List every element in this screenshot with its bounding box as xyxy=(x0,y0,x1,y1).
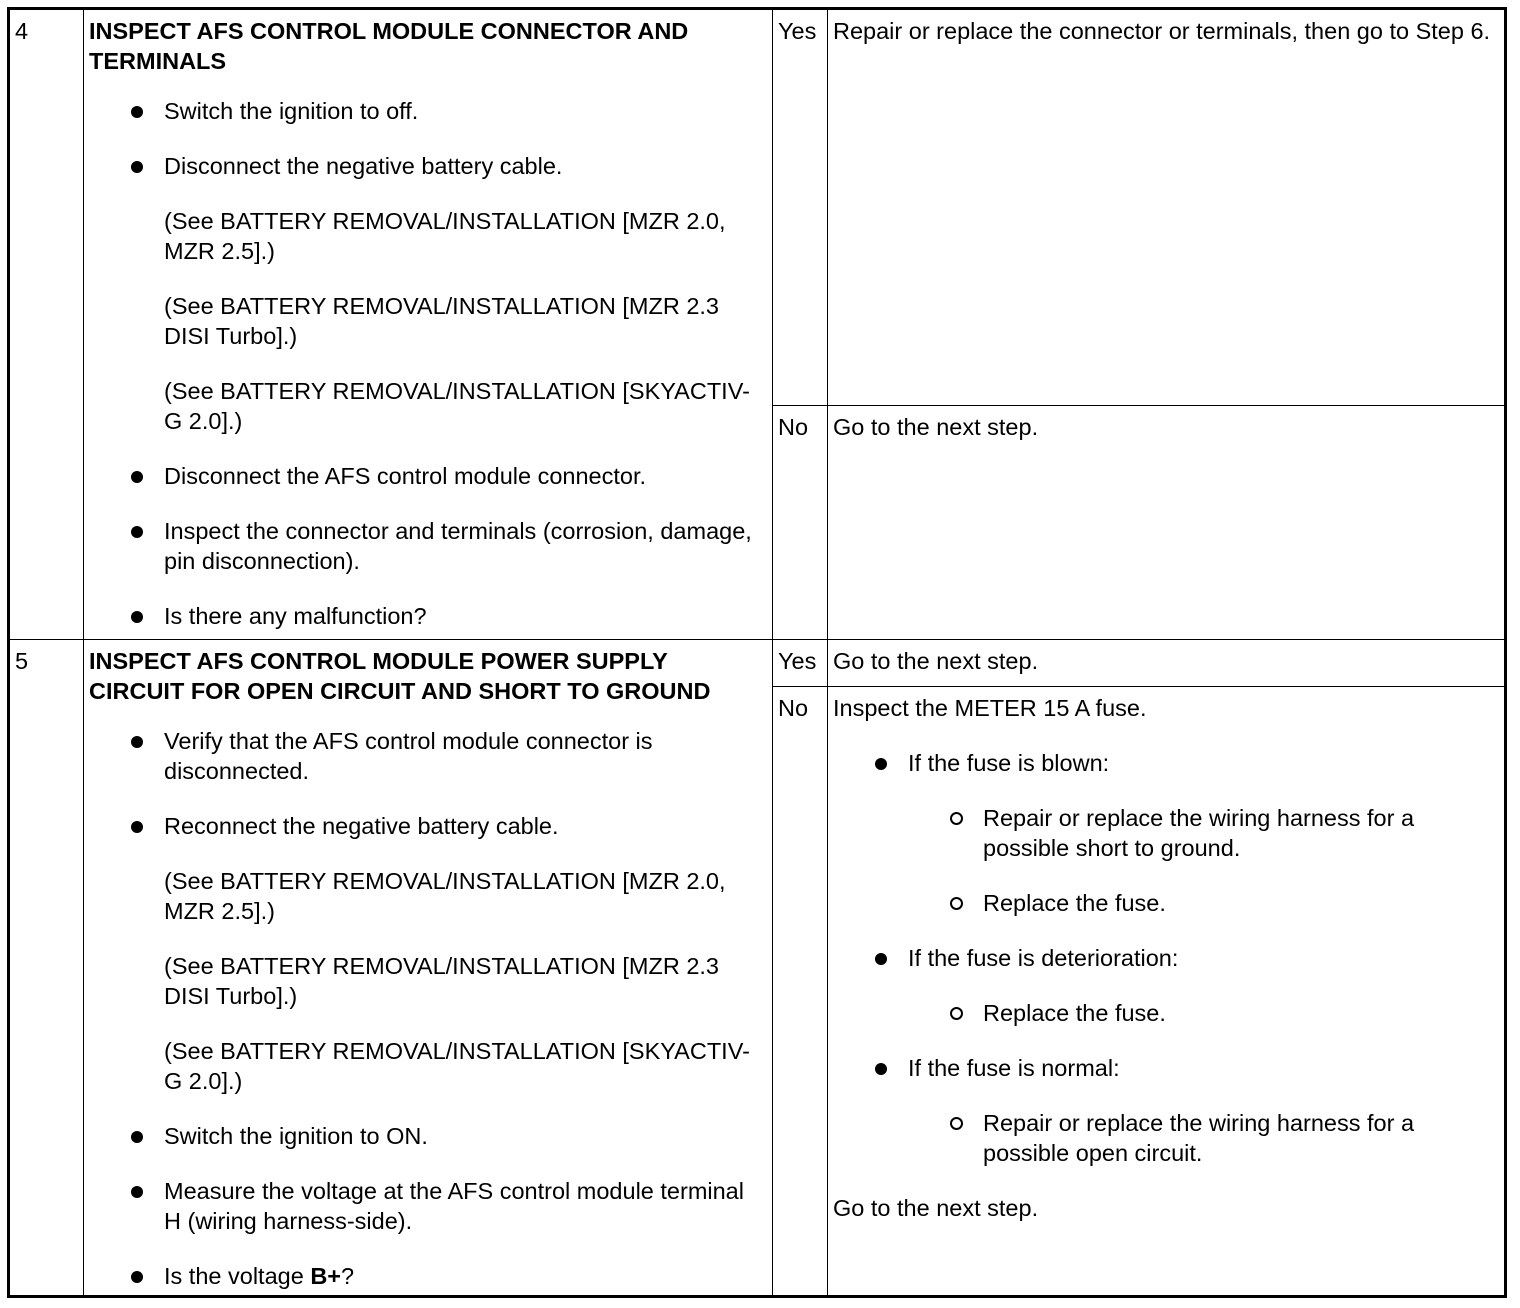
fuse-normal-action-1: Repair or replace the wiring harness for a possible open circuit. xyxy=(950,1108,1499,1168)
step-4-no-outcome: Go to the next step. xyxy=(828,406,1506,640)
step-5-yes-outcome: Go to the next step. xyxy=(828,640,1506,687)
fuse-normal-actions xyxy=(908,1108,1499,1168)
step-4-question: Is there any malfunction? xyxy=(131,601,767,631)
step-5-no-conditions xyxy=(833,748,1499,1168)
step-5-action-4: Measure the voltage at the AFS control module terminal H (wiring harness-side). xyxy=(131,1176,767,1236)
step-5-action-1: Verify that the AFS control module connector is disconnected. xyxy=(131,726,767,786)
step-5-no-lead: Inspect the METER 15 A fuse. xyxy=(833,695,1147,721)
step-4-action-cell xyxy=(84,9,773,640)
fuse-deterioration-action-1: Replace the fuse. xyxy=(950,998,1499,1028)
step-4-action-list xyxy=(89,96,767,631)
fuse-condition-deterioration xyxy=(875,943,1499,1028)
step-5-no-end: Go to the next step. xyxy=(833,1195,1039,1221)
fuse-condition-normal xyxy=(875,1053,1499,1168)
step-4-ref-1: (See BATTERY REMOVAL/INSTALLATION [MZR 2.0, MZR 2.5].) xyxy=(164,208,726,264)
step-4-ref-2: (See BATTERY REMOVAL/INSTALLATION [MZR 2.3 DISI Turbo].) xyxy=(164,293,720,349)
step-4-title: INSPECT AFS CONTROL MODULE CONNECTOR AND TERMINALS xyxy=(89,18,689,74)
step-4-action-1: Switch the ignition to off. xyxy=(131,96,767,126)
step-5-ref-2: (See BATTERY REMOVAL/INSTALLATION [MZR 2.3 DISI Turbo].) xyxy=(164,953,720,1009)
step-5-yes-label: Yes xyxy=(773,640,828,687)
step-5-yes-row xyxy=(9,640,1506,687)
step-5-number: 5 xyxy=(9,640,84,1297)
step-5-action-2: Reconnect the negative battery cable. xyxy=(131,811,767,841)
step-4-ref-3: (See BATTERY REMOVAL/INSTALLATION [SKYACTIV-G 2.0].) xyxy=(164,378,750,434)
step-4-yes-outcome: Repair or replace the connector or terminals, then go to Step 6. xyxy=(828,9,1506,406)
step-5-no-label: No xyxy=(773,687,828,1297)
step-4-action-4: Inspect the connector and terminals (corrosion, damage, pin disconnection). xyxy=(131,516,767,576)
fuse-blown-action-1: Repair or replace the wiring harness for a possible short to ground. xyxy=(950,803,1499,863)
fuse-condition-blown xyxy=(875,748,1499,918)
step-4-yes-row xyxy=(9,9,1506,406)
step-5-no-outcome xyxy=(828,687,1506,1297)
step-5-ref-1: (See BATTERY REMOVAL/INSTALLATION [MZR 2.0, MZR 2.5].) xyxy=(164,868,726,924)
step-4-no-label: No xyxy=(773,406,828,640)
fuse-condition-normal-text: If the fuse is normal: xyxy=(908,1055,1120,1081)
step-5-title: INSPECT AFS CONTROL MODULE POWER SUPPLY CIRCUIT FOR OPEN CIRCUIT AND SHORT TO GROUND xyxy=(89,648,711,704)
step-4-number: 4 xyxy=(9,9,84,640)
step-5-question-voltage: B+ xyxy=(310,1263,342,1289)
step-4-action-3: Disconnect the AFS control module connector. xyxy=(131,461,767,491)
step-5-question-prefix: Is the voltage xyxy=(164,1263,311,1289)
step-5-question-suffix: ? xyxy=(341,1263,355,1289)
diagnostic-procedure-table xyxy=(7,7,1507,1298)
step-4-yes-label: Yes xyxy=(773,9,828,406)
step-5-action-3: Switch the ignition to ON. xyxy=(131,1121,767,1151)
step-5-ref-3: (See BATTERY REMOVAL/INSTALLATION [SKYACTIV-G 2.0].) xyxy=(164,1038,750,1094)
step-5-action-list xyxy=(89,726,767,1291)
fuse-deterioration-actions xyxy=(908,998,1499,1028)
fuse-blown-action-2: Replace the fuse. xyxy=(950,888,1499,918)
fuse-blown-actions xyxy=(908,803,1499,918)
step-5-action-cell xyxy=(84,640,773,1297)
step-4-action-2: Disconnect the negative battery cable. xyxy=(131,151,767,181)
fuse-condition-deterioration-text: If the fuse is deterioration: xyxy=(908,945,1179,971)
fuse-condition-blown-text: If the fuse is blown: xyxy=(908,750,1110,776)
step-5-question xyxy=(131,1261,767,1291)
